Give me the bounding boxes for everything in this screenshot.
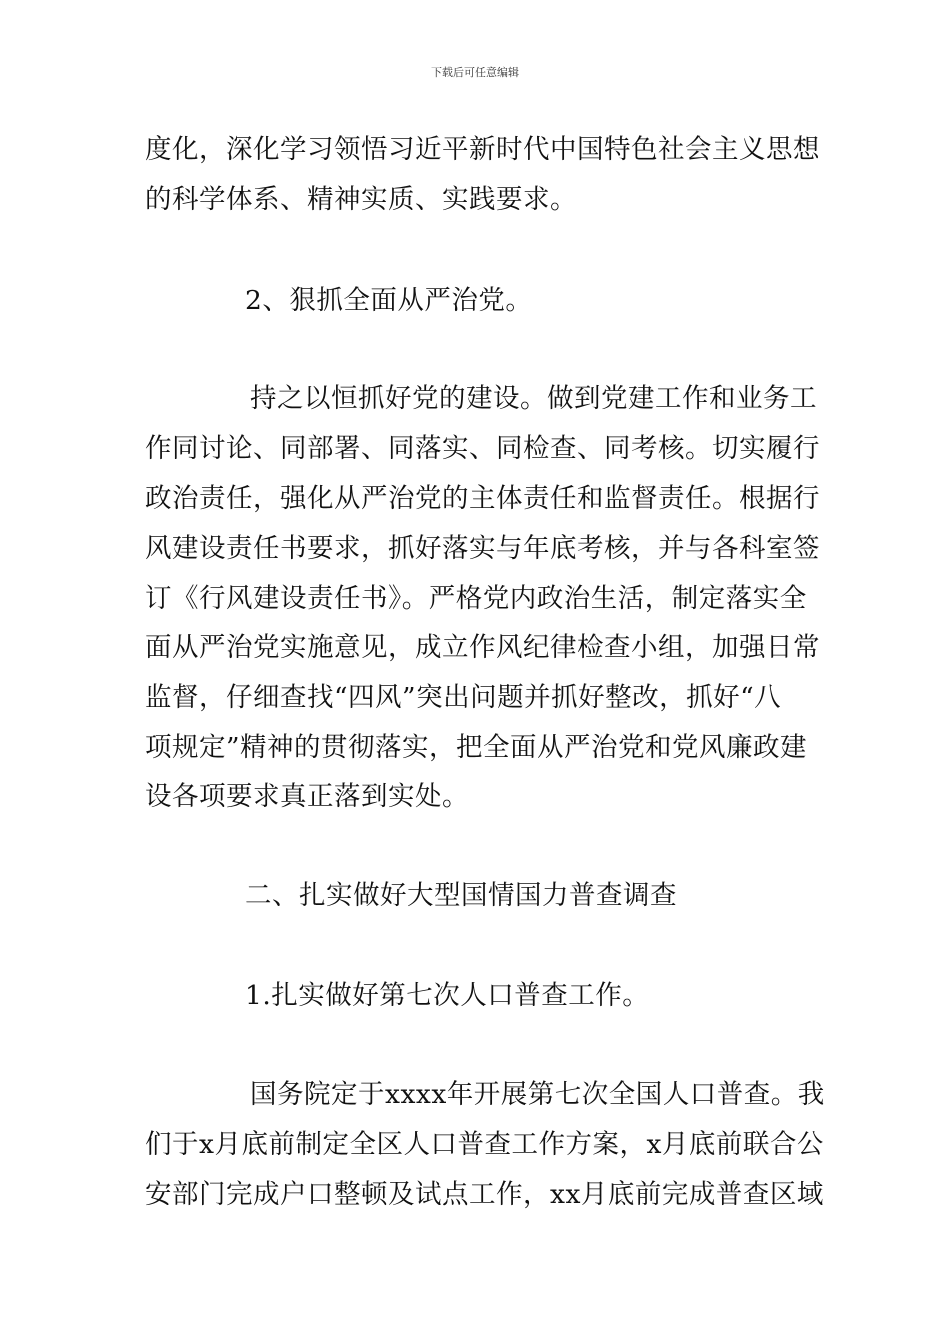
text-line: 风建设责任书要求，抓好落实与年底考核，并与各科室签 (145, 533, 820, 564)
text-line: 项规定”精神的贯彻落实，把全面从严治党和党风廉政建 (145, 732, 808, 763)
section-heading: 二、扎实做好大型国情国力普查调查 (245, 880, 677, 911)
text-line: 们于x月底前制定全区人口普查工作方案，x月底前联合公 (145, 1129, 824, 1160)
text-line: 设各项要求真正落到实处。 (145, 781, 469, 812)
page-header: 下载后可任意编辑 (431, 66, 519, 79)
text-line: 监督，仔细查找“四风”突出问题并抓好整改，抓好“八 (145, 682, 782, 713)
text-line: 作同讨论、同部署、同落实、同检查、同考核。切实履行 (145, 433, 820, 464)
text-line: 政治责任，强化从严治党的主体责任和监督责任。根据行 (145, 483, 820, 514)
text-line: 国务院定于xxxx年开展第七次全国人口普查。我 (250, 1079, 825, 1110)
text-line: 的科学体系、精神实质、实践要求。 (145, 184, 577, 215)
text-line: 面从严治党实施意见，成立作风纪律检查小组，加强日常 (145, 632, 820, 663)
text-line: 安部门完成户口整顿及试点工作，xx月底前完成普查区域 (145, 1179, 824, 1210)
text-line: 订《行风建设责任书》。严格党内政治生活，制定落实全 (145, 583, 807, 614)
section-heading: 2、狠抓全面从严治党。 (245, 285, 533, 316)
text-line: 持之以恒抓好党的建设。做到党建工作和业务工 (250, 383, 817, 414)
subsection-heading: 1.扎实做好第七次人口普查工作。 (245, 980, 650, 1011)
text-line: 度化，深化学习领悟习近平新时代中国特色社会主义思想 (145, 134, 820, 165)
